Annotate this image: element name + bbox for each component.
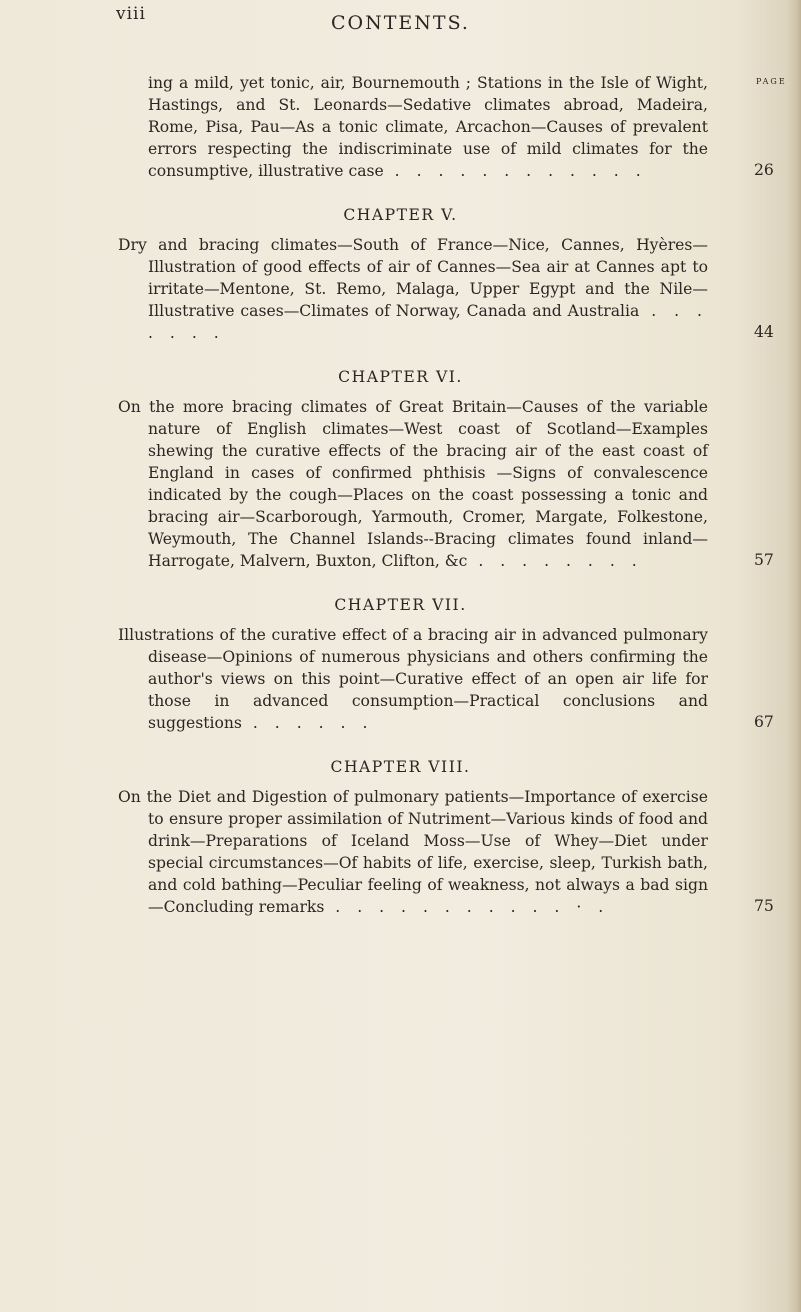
dot-leaders: . . . . . . . . . . . . (383, 162, 647, 180)
dot-leaders: . . . . . . . (148, 302, 708, 342)
toc-entry (0, 234, 801, 344)
toc-entry (0, 72, 801, 182)
toc-entry-text (118, 786, 708, 918)
toc-entry-description: ing a mild, yet tonic, air, Bournemouth ; Stations in the Isle of Wight, Hastings, and St. Leonards—Sedative climates abroad, Madeira, Rome, Pisa, Pau—As a tonic climate, Arcachon—Causes of prevalent errors respecting the indiscriminate use of mild climates for the consumptive, illustrative case (148, 74, 708, 180)
toc-entry-text (118, 72, 708, 182)
folio-number: viii (116, 4, 146, 24)
toc-entry-description: Illustrations of the curative effect of a bracing air in advanced pulmonary disease—Opinions of numerous physicians and others confirming the author's views on this point—Curative effect of an open air life for those in advanced consumption—Practical conclusions and suggestions (118, 626, 708, 732)
toc-entry (0, 786, 801, 918)
toc-entry (0, 396, 801, 572)
table-of-contents (0, 72, 801, 918)
dot-leaders: . . . . . . (241, 714, 374, 732)
chapter-heading: CHAPTER VI. (338, 368, 463, 386)
toc-entry-description: On the Diet and Digestion of pulmonary patients—Importance of exercise to ensure proper assimilation of Nutriment—Various kinds of food and drink—Preparations of Iceland Moss—Use of Whey—Diet under special circumstances—Of habits of life, exercise, sleep, Turkish bath, and cold bathing—Peculiar feeling of weakness, not always a bad sign—Concluding remarks (118, 788, 708, 916)
chapter-heading: CHAPTER VIII. (330, 758, 471, 776)
toc-entry-text (118, 396, 708, 572)
running-head: CONTENTS. (331, 12, 470, 34)
toc-entry-page-number: 26 (754, 161, 774, 179)
toc-entry-text (118, 234, 708, 344)
toc-entry (0, 624, 801, 734)
toc-entry-page-number: 75 (754, 897, 774, 915)
chapter-heading: CHAPTER VII. (334, 596, 467, 614)
toc-entry-page-number: 67 (754, 713, 774, 731)
toc-entry-description: On the more bracing climates of Great Britain—Causes of the variable nature of English climates—West coast of Scotland—Examples shewing the curative effects of the bracing air of the east coast of England in cases of confirmed phthisis —Signs of convalescence indicated by the cough—Places on the coast possessing a tonic and bracing air—Scarborough, Yarmouth, Cromer, Margate, Folkestone, Weymouth, The Channel Islands--Bracing climates found inland—Harrogate, Malvern, Buxton, Clifton, &c (118, 398, 708, 570)
toc-entry-description: Dry and bracing climates—South of France—Nice, Cannes, Hyères—Illustration of good effects of air of Cannes—Sea air at Cannes apt to irritate—Mentone, St. Remo, Malaga, Upper Egypt and the Nile—Illustrative cases—Climates of Norway, Canada and Australia (118, 236, 708, 320)
toc-entry-text (118, 624, 708, 734)
toc-entry-page-number: 57 (754, 551, 774, 569)
dot-leaders: . . . . . . . . . . . · . (324, 898, 610, 916)
toc-entry-page-number: 44 (754, 323, 774, 341)
page-column-label: PAGE (756, 77, 787, 86)
dot-leaders: . . . . . . . . (467, 552, 643, 570)
chapter-heading: CHAPTER V. (343, 206, 458, 224)
page-header (0, 0, 801, 70)
